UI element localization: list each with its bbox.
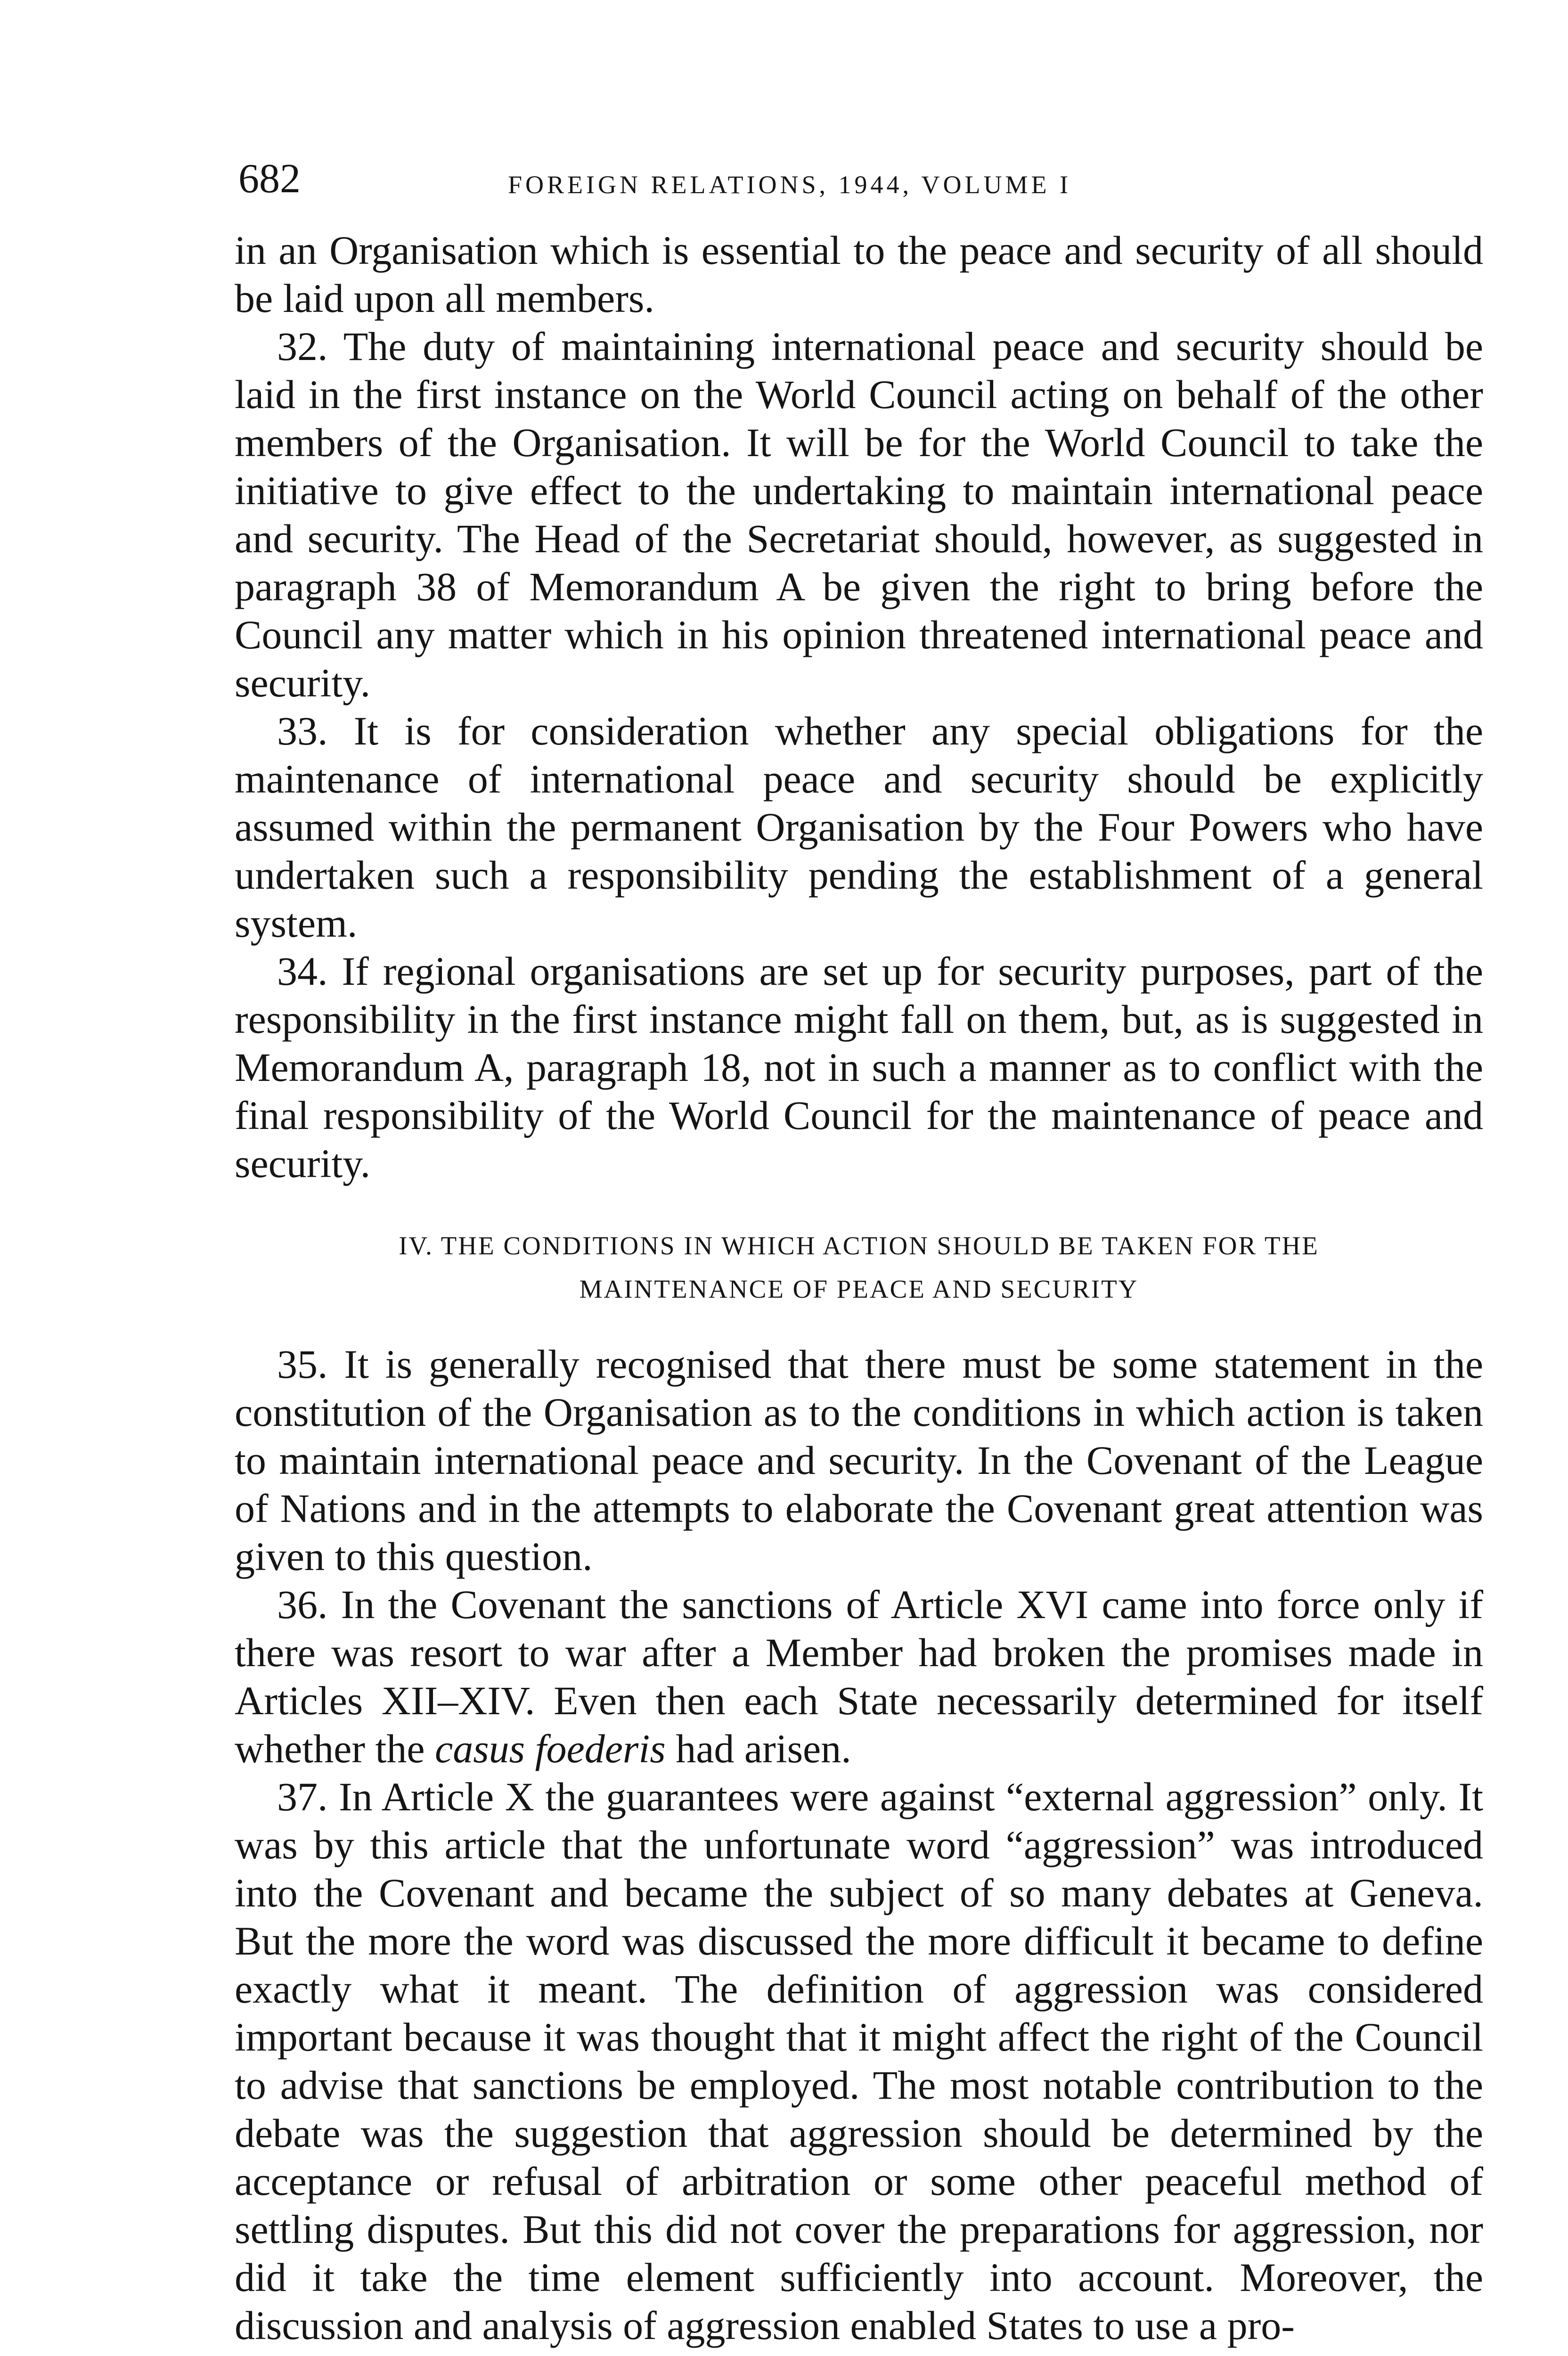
document-page [235, 155, 1483, 2349]
section-heading-line-1: IV. THE CONDITIONS IN WHICH ACTION SHOULD BE TAKEN FOR THE [399, 1231, 1319, 1260]
paragraph-continuation: in an Organisation which is essential to the peace and security of all should be laid upon all members. [235, 228, 1483, 321]
paragraph-34: 34. If regional organisations are set up for security purposes, part of the responsibility in the first instance might fall on them, but, as is suggested in Memorandum A, paragraph 18, not in such a manner as to conflict with the final responsibility of the World Council for the maintenance of peace and security. [235, 949, 1483, 1186]
paragraph-37: 37. In Article X the guarantees were against “external aggression” only. It was by this article that the unfortunate word “aggression” was introduced into the Covenant and became the subject of so many debates at Geneva. But the more the word was discussed the more difficult it became to define exactly what it meant. The definition of aggression was considered important because it was thought that it might affect the right of the Council to advise that sanctions be employed. The most notable contribution to the debate was the suggestion that aggression should be determined by the acceptance or refusal of arbitration or some other peaceful method of settling disputes. But this did not cover the preparations for aggression, nor did it take the time element sufficiently into account. Moreover, the discussion and analysis of aggression enabled States to use a pro- [235, 1774, 1483, 2348]
page-header [235, 155, 1483, 226]
paragraph-32: 32. The duty of maintaining international peace and security should be laid in the first instance on the World Council acting on behalf of the other members of the Organisation. It will be for the World Council to take the initiative to give effect to the undertaking to maintain international peace and security. The Head of the Secretariat should, however, as suggested in paragraph 38 of Memorandum A be given the right to bring before the Council any matter which in his opinion threatened international peace and security. [235, 324, 1483, 705]
paragraph-36-text-b: had arisen. [665, 1726, 851, 1771]
page-number: 682 [238, 156, 301, 202]
paragraph-36-text-a: 36. In the Covenant the sanctions of Article XVI came into force only if there was resort to war after a Member had broken the promises made in Articles XII–XIV. Even then each State necessarily determined for itself whether the [235, 1582, 1483, 1771]
paragraph-35: 35. It is generally recognised that there must be some statement in the constitution of the Organisation as to the conditions in which action is taken to maintain international peace and security. In the Covenant of the League of Nations and in the attempts to elaborate the Covenant great attention was given to this question. [235, 1342, 1483, 1579]
paragraph-33: 33. It is for consideration whether any special obligations for the maintenance of international peace and security should be explicitly assumed within the permanent Organisation by the Four Powers who have undertaken such a responsibility pending the establishment of a general system. [235, 708, 1483, 946]
section-heading-line-2: MAINTENANCE OF PEACE AND SECURITY [579, 1275, 1139, 1303]
running-head: FOREIGN RELATIONS, 1944, VOLUME I [508, 171, 1071, 199]
paragraph-36-latin-term: casus foederis [435, 1726, 666, 1771]
paragraph-36 [235, 1580, 1483, 1773]
section-heading [235, 1224, 1483, 1311]
